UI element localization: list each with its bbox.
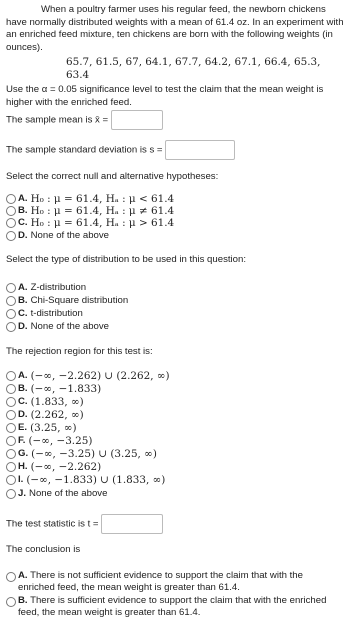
option-letter: D. bbox=[18, 230, 28, 241]
problem-intro: When a poultry farmer uses his regular feed, the newborn chickens have normally distributed weights with a mean of 61.4 oz. In an experiment with an enriched feed mixture, ten chickens are born with the following weights (in ounces). bbox=[6, 4, 344, 53]
option-text: None of the above bbox=[30, 230, 110, 241]
conclusion-option-b[interactable] bbox=[6, 595, 342, 619]
option-text: (−∞, −2.262) ∪ (2.262, ∞) bbox=[30, 370, 170, 382]
option-letter: C. bbox=[18, 217, 28, 228]
option-letter: D. bbox=[18, 409, 28, 420]
radio-button[interactable] bbox=[6, 194, 16, 204]
distribution-option-d[interactable] bbox=[6, 321, 109, 333]
option-letter: D. bbox=[18, 321, 28, 332]
test-stat-input[interactable] bbox=[101, 514, 163, 534]
option-letter: H. bbox=[18, 461, 28, 472]
radio-button[interactable] bbox=[6, 371, 16, 381]
rejection-option-a[interactable] bbox=[6, 370, 170, 382]
option-text: H₀ : μ = 61.4, Hₐ : μ < 61.4 bbox=[30, 193, 175, 205]
radio-button[interactable] bbox=[6, 231, 16, 241]
sample-sd-input[interactable] bbox=[165, 140, 235, 160]
option-text: H₀ : μ = 61.4, Hₐ : μ ≠ 61.4 bbox=[30, 205, 175, 217]
radio-button[interactable] bbox=[6, 206, 16, 216]
radio-button[interactable] bbox=[6, 436, 16, 446]
radio-button[interactable] bbox=[6, 309, 16, 319]
option-text: (−∞, −1.833) ∪ (1.833, ∞) bbox=[26, 474, 166, 486]
distribution-option-a[interactable] bbox=[6, 282, 86, 294]
option-text: (1.833, ∞) bbox=[30, 396, 84, 408]
option-letter: B. bbox=[18, 595, 28, 606]
rejection-option-e[interactable] bbox=[6, 422, 77, 434]
radio-button[interactable] bbox=[6, 283, 16, 293]
option-text: There is sufficient evidence to support the claim that with the enriched feed, the mean weight is greater than 61.4. bbox=[18, 595, 327, 618]
hypothesis-option-c[interactable] bbox=[6, 217, 174, 229]
test-stat-label: The test statistic is t = bbox=[6, 518, 99, 530]
option-letter: J. bbox=[18, 488, 27, 499]
sample-mean-row bbox=[6, 110, 344, 130]
option-text: (−∞, −2.262) bbox=[30, 461, 102, 473]
option-text: t-distribution bbox=[30, 308, 83, 319]
radio-button[interactable] bbox=[6, 423, 16, 433]
option-text: (2.262, ∞) bbox=[30, 409, 84, 421]
distribution-option-b[interactable] bbox=[6, 295, 128, 307]
radio-button[interactable] bbox=[6, 462, 16, 472]
rejection-option-i[interactable] bbox=[6, 474, 165, 486]
radio-button[interactable] bbox=[6, 397, 16, 407]
sample-sd-row bbox=[6, 140, 344, 160]
radio-button[interactable] bbox=[6, 410, 16, 420]
sample-sd-label: The sample standard deviation is s = bbox=[6, 144, 163, 156]
rejection-option-b[interactable] bbox=[6, 383, 101, 395]
test-stat-row bbox=[6, 514, 344, 534]
rejection-option-f[interactable] bbox=[6, 435, 92, 447]
rejection-prompt: The rejection region for this test is: bbox=[6, 346, 153, 357]
option-letter: B. bbox=[18, 383, 28, 394]
option-text: H₀ : μ = 61.4, Hₐ : μ > 61.4 bbox=[30, 217, 175, 229]
conclusion-prompt: The conclusion is bbox=[6, 544, 81, 555]
rejection-option-c[interactable] bbox=[6, 396, 84, 408]
rejection-option-g[interactable] bbox=[6, 448, 157, 460]
option-letter: I. bbox=[18, 474, 24, 485]
radio-button[interactable] bbox=[6, 384, 16, 394]
option-text: There is not sufficient evidence to support the claim that with the enriched feed, the mean weight is greater than 61.4. bbox=[18, 570, 303, 593]
option-letter: B. bbox=[18, 295, 28, 306]
option-letter: A. bbox=[18, 282, 28, 293]
radio-button[interactable] bbox=[6, 572, 16, 582]
weights-list: 65.7, 61.5, 67, 64.1, 67.7, 64.2, 67.1, 66.4, 65.3, 63.4 bbox=[66, 56, 321, 81]
rejection-option-d[interactable] bbox=[6, 409, 84, 421]
hypothesis-option-b[interactable] bbox=[6, 205, 174, 217]
option-text: Chi-Square distribution bbox=[30, 295, 129, 306]
distribution-option-c[interactable] bbox=[6, 308, 83, 320]
option-text: Z-distribution bbox=[30, 282, 87, 293]
option-text: (−∞, −3.25) bbox=[28, 435, 93, 447]
alpha-statement: Use the α = 0.05 significance level to test the claim that the mean weight is higher with the enriched feed. bbox=[6, 84, 324, 108]
radio-button[interactable] bbox=[6, 322, 16, 332]
option-letter: A. bbox=[18, 193, 28, 204]
distribution-prompt: Select the type of distribution to be used in this question: bbox=[6, 254, 246, 265]
option-text: None of the above bbox=[29, 488, 108, 499]
hypotheses-prompt: Select the correct null and alternative hypotheses: bbox=[6, 171, 219, 182]
hypothesis-option-a[interactable] bbox=[6, 193, 174, 205]
option-letter: A. bbox=[18, 370, 28, 381]
radio-button[interactable] bbox=[6, 218, 16, 228]
hypothesis-option-d[interactable] bbox=[6, 230, 109, 242]
radio-button[interactable] bbox=[6, 489, 16, 499]
option-letter: B. bbox=[18, 205, 28, 216]
option-letter: A. bbox=[18, 570, 28, 581]
radio-button[interactable] bbox=[6, 449, 16, 459]
option-text: None of the above bbox=[30, 321, 110, 332]
conclusion-option-a[interactable] bbox=[6, 570, 342, 594]
sample-mean-input[interactable] bbox=[111, 110, 163, 130]
rejection-option-h[interactable] bbox=[6, 461, 101, 473]
option-text: (−∞, −1.833) bbox=[30, 383, 102, 395]
radio-button[interactable] bbox=[6, 597, 16, 607]
sample-mean-label: The sample mean is x̄ = bbox=[6, 114, 109, 126]
option-text: (3.25, ∞) bbox=[30, 422, 77, 434]
option-letter: E. bbox=[18, 422, 28, 433]
option-letter: F. bbox=[18, 435, 26, 446]
radio-button[interactable] bbox=[6, 475, 16, 485]
radio-button[interactable] bbox=[6, 296, 16, 306]
option-letter: C. bbox=[18, 308, 28, 319]
rejection-option-j[interactable] bbox=[6, 488, 107, 500]
option-letter: G. bbox=[18, 448, 29, 459]
option-letter: C. bbox=[18, 396, 28, 407]
option-text: (−∞, −3.25) ∪ (3.25, ∞) bbox=[31, 448, 157, 460]
